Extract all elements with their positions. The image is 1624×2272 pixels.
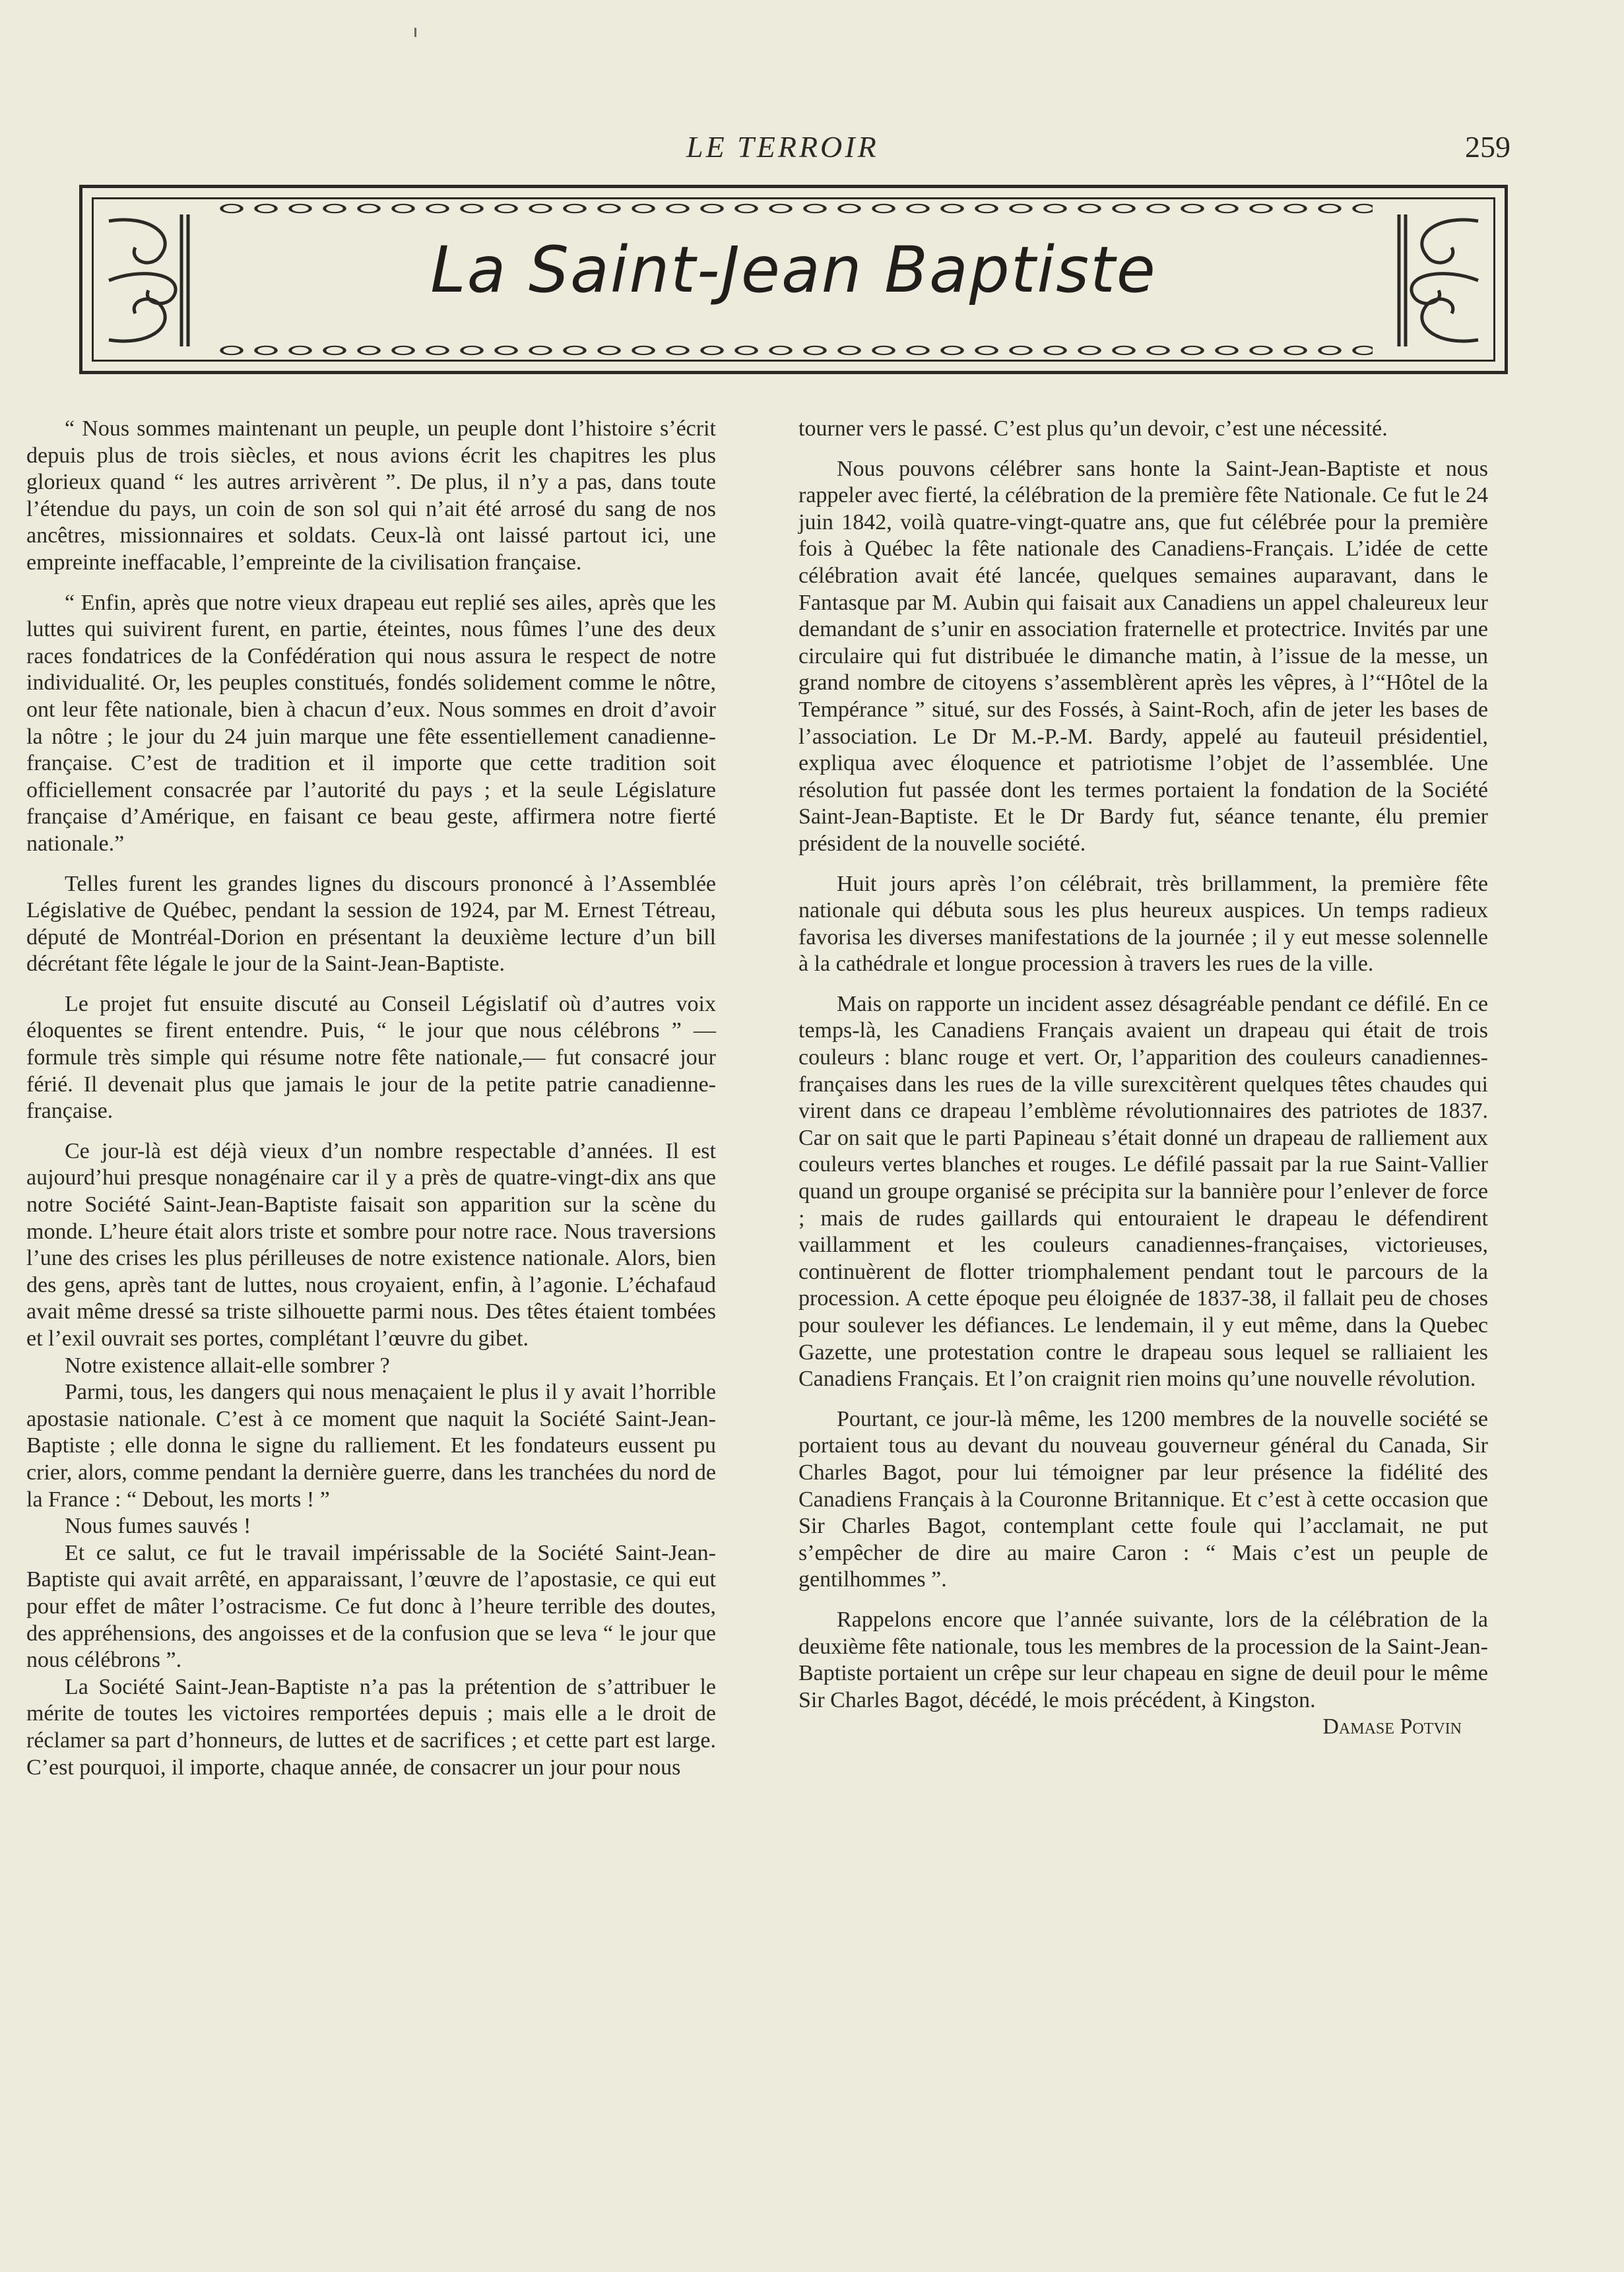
paragraph: Et ce salut, ce fut le travail impérissable de la Société Saint-Jean-Baptiste qui avait arrêté, en apparaissant, l’œuvre de l’apostasie, ce qui eut pour effet de mâter l’ostracisme. Ce fut donc à l’heure terrible des doutes, des appréhensions, des angoisses et de la confusion que se leva “ le jour que nous célébrons ”. [26, 1540, 716, 1673]
paragraph: Parmi, tous, les dangers qui nous menaçaient le plus il y avait l’horrible apostasie nationale. C’est à ce moment que naquit la Société Saint-Jean-Baptiste ; elle donna le signe du ralliement. Et les fondateurs eussent pu crier, alors, comme pendant la dernière guerre, dans les tranchées du nord de la France : “ Debout, les morts ! ” [26, 1380, 716, 1512]
paragraph: Mais on rapporte un incident assez désagréable pendant ce défilé. En ce temps-là, les Canadiens Français avaient un drapeau qui était de trois couleurs : blanc rouge et vert. Or, l’apparition des couleurs canadiennes-françaises dans les rues de la ville surexcitèrent quelques têtes chaudes qui virent dans ce drapeau l’emblème révolutionnaires des patriotes de 1837. Car on sait que le parti Papineau s’était donné un drapeau de ralliement aux couleurs vertes blanches et rouges. Le défilé passait par la rue Saint-Vallier quand un groupe organisé se précipita sur la bannière pour l’enlever de force ; mais de rudes gaillards qui entouraient le drapeau le défendirent vaillamment et les couleurs canadiennes-françaises, victorieuses, continuèrent de flotter triomphalement pendant tout le parcours de la procession. A cette époque peu éloignée de 1837-38, il fallait peu de choses pour soulever les défiances. Le lendemain, il y eut même, dans la Quebec Gazette, une protestation contre le drapeau sous lequel se ralliaient les Canadiens Français. Et l’on craignit rien moins qu’une nouvelle révolution. [798, 991, 1488, 1392]
paragraph: Pourtant, ce jour-là même, les 1200 membres de la nouvelle société se portaient tous au devant du nouveau gouverneur général du Canada, Sir Charles Bagot, pour lui témoigner par leur présence la fidélité des Canadiens Français à la Couronne Britannique. Et c’est à cette occasion que Sir Charles Bagot, contemplant cette foule qui l’acclamait, ne put s’empêcher de dire au maire Caron : “ Mais c’est un peuple de gentilhommes ”. [798, 1406, 1488, 1592]
title-banner [79, 185, 1508, 374]
journal-title: LE TERROIR [686, 130, 879, 164]
paragraph: “ Enfin, après que notre vieux drapeau eut replié ses ailes, après que les luttes qui suivirent furent, en partie, éteintes, nous fûmes l’une des deux races fondatrices de la Confédération qui nous assura le respect de notre individualité. Or, les peuples constitués, fondés solidement comme le nôtre, ont leur fête nationale, bien à chacun d’eux. Nous sommes en droit d’avoir la nôtre ; le jour du 24 juin marque une fête essentiellement canadienne-française. C’est de tradition et il importe que cette tradition soit officiellement consacrée par l’autorité du pays ; et la seule Législature française d’Amérique, en faisant ce beau geste, affirmera notre fierté nationale.” [26, 590, 716, 856]
paragraph: “ Nous sommes maintenant un peuple, un peuple dont l’histoire s’écrit depuis plus de trois siècles, et nous avions écrit les chapitres les plus glorieux quand “ les autres arrivèrent ”. De plus, il n’y a pas, dans toute l’étendue du pays, un coin de son sol qui n’ait été arrosé du sang de nos ancêtres, missionnaires et soldats. Ceux-là ont laissé partout ici, une empreinte ineffacable, l’empreinte de la civilisation française. [26, 416, 716, 575]
chain-border-top [214, 200, 1373, 217]
running-head [0, 129, 1624, 169]
page-number: 259 [1465, 130, 1510, 164]
printer-mark [414, 28, 416, 37]
paragraph: Le projet fut ensuite discuté au Conseil Législatif où d’autres voix éloquentes se firent entendre. Puis, “ le jour que nous célébrons ” — formule très simple qui résume notre fête nationale,— fut consacré jour férié. Il devenait plus que jamais le jour de la petite patrie canadienne-française. [26, 991, 716, 1124]
paragraph: Nous fumes sauvés ! [65, 1514, 251, 1539]
author-signature: Damase Potvin [1322, 1714, 1462, 1739]
paragraph: Rappelons encore que l’année suivante, lors de la célébration de la deuxième fête nationale, tous les membres de la procession de la Saint-Jean-Baptiste portaient un crêpe sur leur chapeau en signe de deuil pour le même Sir Charles Bagot, décédé, le mois précédent, à Kingston. [798, 1607, 1488, 1712]
paragraph: Ce jour-là est déjà vieux d’un nombre respectable d’années. Il est aujourd’hui presque nonagénaire car il y a près de quatre-vingt-dix ans que notre Société Saint-Jean-Baptiste faisait son apparition sur la scène du monde. L’heure était alors triste et sombre pour notre race. Nous traversions l’une des crises les plus périlleuses de notre existence nationale. Alors, bien des gens, après tant de luttes, nous croyaient, enfin, à l’agonie. L’échafaud avait même dressé sa triste silhouette parmi nous. Des têtes étaient tombées et l’exil ouvrait ses portes, complétant l’œuvre du gibet. [26, 1138, 716, 1351]
chain-border-bottom [214, 342, 1373, 359]
paragraph: tourner vers le passé. C’est plus qu’un devoir, c’est une nécessité. [798, 416, 1388, 441]
paragraph: Notre existence allait-elle sombrer ? [65, 1353, 390, 1378]
paragraph: Huit jours après l’on célébrait, très brillamment, la première fête nationale qui débuta sous les plus heureux auspices. Un temps radieux favorisa les diverses manifestations de la journée ; il y eut messe solennelle à la cathédrale et longue procession à travers les rues de la ville. [798, 871, 1488, 977]
article-title: La Saint-Jean Baptiste [430, 233, 1157, 307]
left-column [26, 416, 716, 1781]
right-column [798, 416, 1488, 1741]
paragraph: Telles furent les grandes lignes du discours prononcé à l’Assemblée Législative de Québec, pendant la session de 1924, par M. Ernest Tétreau, député de Montréal-Dorion en présentant la deuxième lecture d’un bill décrétant fête légale le jour de la Saint-Jean-Baptiste. [26, 871, 716, 977]
paragraph: Nous pouvons célébrer sans honte la Saint-Jean-Baptiste et nous rappeler avec fierté, la célébration de la première fête Nationale. Ce fut le 24 juin 1842, voilà quatre-vingt-quatre ans, que fut célébrée pour la première fois à Québec la fête nationale des Canadiens-Français. L’idée de cette célébration avait été lancée, quelques semaines auparavant, dans le Fantasque par M. Aubin qui faisait aux Canadiens un appel chaleureux leur demandant de s’unir en association fraternelle et protectrice. Invités par une circulaire qui fut distribuée le dimanche matin, à l’issue de la messe, un grand nombre de citoyens s’assemblèrent après les vêpres, à l’“Hôtel de la Tempérance ” situé, sur des Fossés, à Saint-Roch, afin de jeter les bases de l’association. Le Dr M.-P.-M. Bardy, appelé au fauteuil présidentiel, expliqua avec éloquence et patriotisme l’objet de l’assemblée. Une résolution fut passée dont les termes portaient la fondation de la Société Saint-Jean-Baptiste. Et le Dr Bardy fut, séance tenante, élu premier président de la nouvelle société. [798, 456, 1488, 856]
paragraph: La Société Saint-Jean-Baptiste n’a pas la prétention de s’attribuer le mérite de toutes les victoires remportées depuis ; mais elle a le droit de réclamer sa part d’honneurs, de luttes et de sacrifices ; et cette part est large. C’est pourquoi, il importe, chaque année, de consacrer un jour pour nous [26, 1674, 716, 1780]
